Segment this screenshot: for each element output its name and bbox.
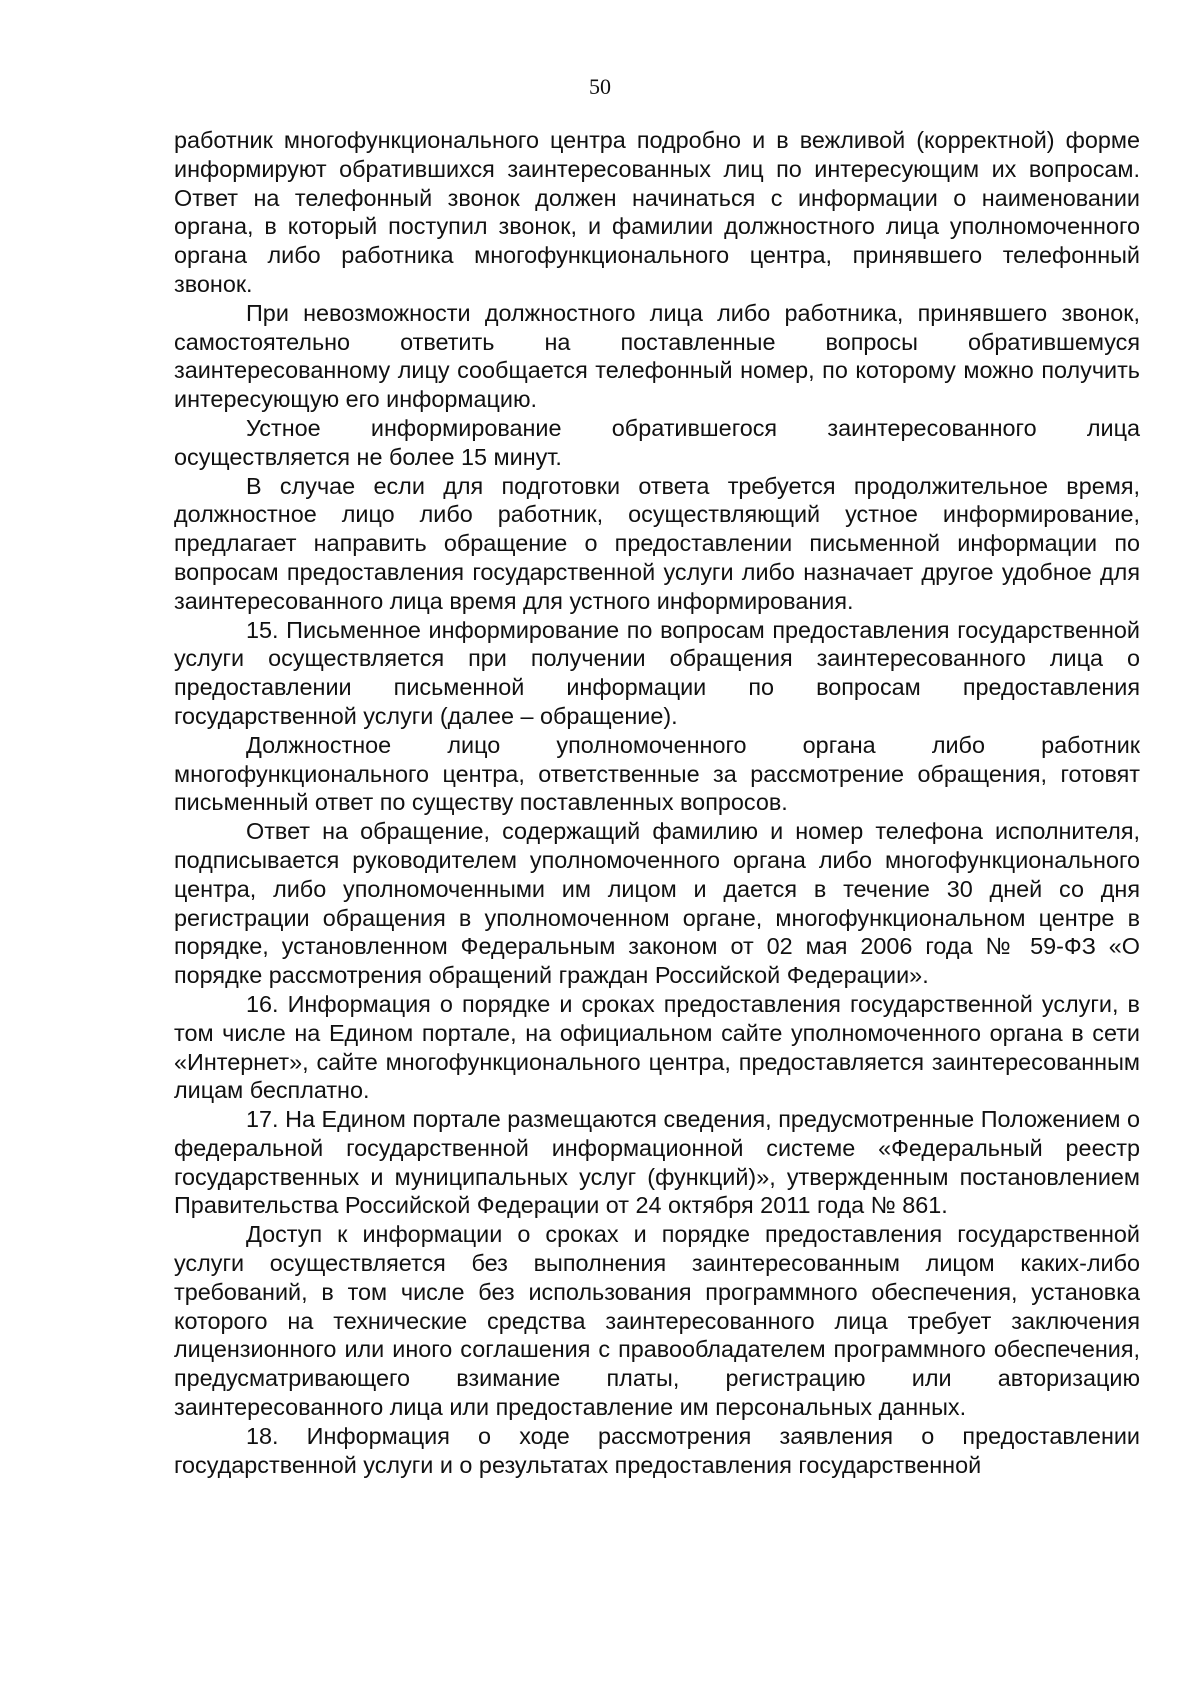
paragraph-item-18: 18. Информация о ходе рассмотрения заявления о предоставлении государственной услуги и о результатах предоставления государственной: [174, 1422, 1140, 1478]
paragraph-answer-signing: Ответ на обращение, содержащий фамилию и номер телефона исполнителя, подписывается руководителем уполномоченного органа либо многофункционального центра, либо уполномоченными им лицом и дается в течение 30 дней со дня регистрации обращения в уполномоченном органе, многофункциональном центре в порядке, установленном Федеральным законом от 02 мая 2006 года № 59-ФЗ «О порядке рассмотрения обращений граждан Российской Федерации».: [174, 818, 1140, 989]
paragraph-access-info: Доступ к информации о сроках и порядке предоставления государственной услуги осуществляется без выполнения заинтересованным лицом каких-либо требований, в том числе без использования программного обеспечения, установка которого на технические средства заинтересованного лица требует заключения лицензионного или иного соглашения с правообладателем программного обеспечения, предусматривающего взимание платы, регистрацию или авторизацию заинтересованного лица или предоставление им персональных данных.: [174, 1221, 1140, 1421]
paragraph-item-15: 15. Письменное информирование по вопросам предоставления государственной услуги осуществляется при получении обращения заинтересованного лица о предоставлении письменной информации по вопросам предоставления государственной услуги (далее – обращение).: [174, 616, 1140, 729]
paragraph-item-17: 17. На Едином портале размещаются сведения, предусмотренные Положением о федеральной государственной информационной системе «Федеральный реестр государственных и муниципальных услуг (функций)», утвержденным постановлением Правительства Российской Федерации от 24 октября 2011 года № 861.: [174, 1106, 1140, 1219]
document-body: [174, 126, 1140, 1479]
paragraph-written-answer: Должностное лицо уполномоченного органа либо работник многофункционального центра, ответственные за рассмотрение обращения, готовят письменный ответ по существу поставленных вопросов.: [174, 731, 1140, 816]
paragraph-phone-unavailable: При невозможности должностного лица либо работника, принявшего звонок, самостоятельно ответить на поставленные вопросы обратившемуся заинтересованному лицу сообщается телефонный номер, по которому можно получить интересующую его информацию.: [174, 299, 1140, 413]
paragraph-continuation: работник многофункционального центра подробно и в вежливой (корректной) форме информируют обратившихся заинтересованных лиц по интересующим их вопросам. Ответ на телефонный звонок должен начинаться с информации о наименовании органа, в который поступил звонок, и фамилии должностного лица уполномоченного органа либо работника многофункционального центра, принявшего телефонный звонок.: [174, 127, 1140, 297]
page-number: 50: [589, 74, 611, 99]
paragraph-item-16: 16. Информация о порядке и сроках предоставления государственной услуги, в том числе на Едином портале, на официальном сайте уполномоченного органа в сети «Интернет», сайте многофункционального центра, предоставляется заинтересованным лицам бесплатно.: [174, 990, 1140, 1104]
paragraph-oral-duration: Устное информирование обратившегося заинтересованного лица осуществляется не более 15 минут.: [174, 414, 1140, 470]
paragraph-extended-time: В случае если для подготовки ответа требуется продолжительное время, должностное лицо либо работник, осуществляющий устное информирование, предлагает направить обращение о предоставлении письменной информации по вопросам предоставления государственной услуги либо назначает другое удобное для заинтересованного лица время для устного информирования.: [174, 472, 1140, 614]
